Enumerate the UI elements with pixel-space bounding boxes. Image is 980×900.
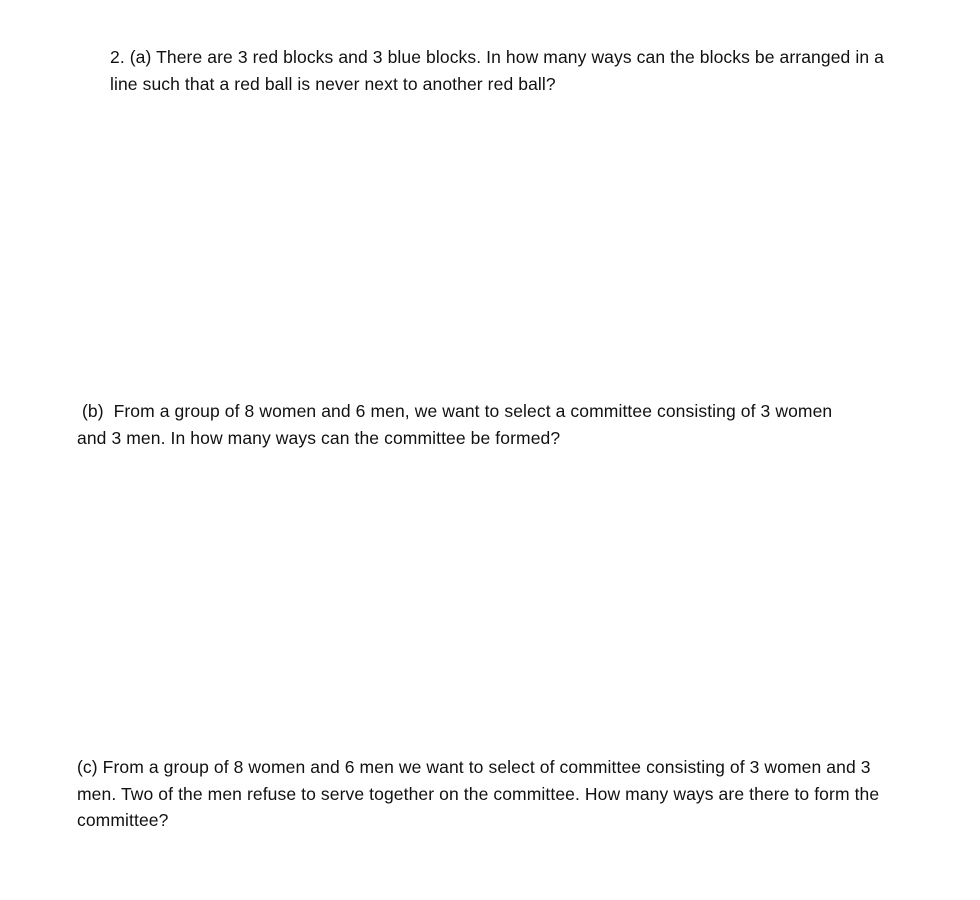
question-line: committee?	[77, 810, 169, 830]
question-2c	[77, 754, 879, 834]
question-2a	[110, 44, 884, 97]
question-line: (c) From a group of 8 women and 6 men we want to select of committee consisting of 3 women and 3	[77, 757, 871, 777]
question-line: 2. (a) There are 3 red blocks and 3 blue blocks. In how many ways can the blocks be arranged in a	[110, 47, 884, 67]
question-2b	[77, 398, 832, 451]
question-line: men. Two of the men refuse to serve together on the committee. How many ways are there to form the	[77, 783, 880, 804]
question-line: line such that a red ball is never next to another red ball?	[110, 73, 556, 94]
question-line: (b) From a group of 8 women and 6 men, we want to select a committee consisting of 3 women	[77, 401, 833, 421]
question-line: and 3 men. In how many ways can the committee be formed?	[77, 427, 561, 448]
